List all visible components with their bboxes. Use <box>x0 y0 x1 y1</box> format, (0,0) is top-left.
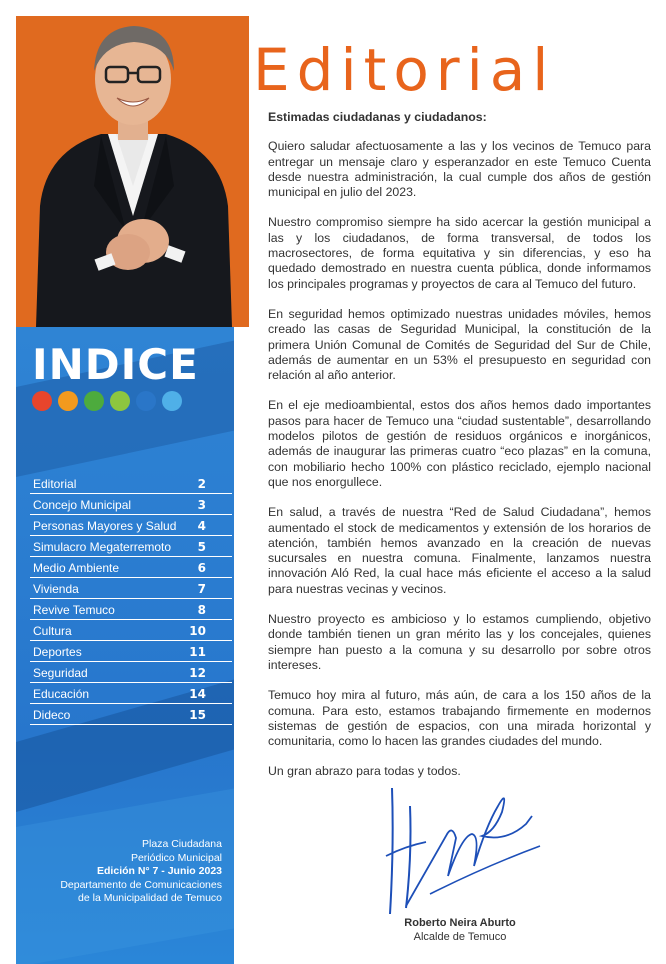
index-item-label: Vivienda <box>33 581 79 596</box>
mayor-portrait-photo <box>16 16 249 327</box>
index-item-medio-ambiente[interactable] <box>30 558 232 578</box>
index-item-page: 7 <box>197 581 206 596</box>
index-item-vivienda[interactable] <box>30 579 232 599</box>
index-item-page: 4 <box>197 518 206 533</box>
index-item-page: 8 <box>197 602 206 617</box>
imprint-line: de la Municipalidad de Temuco <box>78 892 222 904</box>
index-item-label: Personas Mayores y Salud <box>33 518 177 533</box>
index-item-page: 6 <box>197 560 206 575</box>
index-item-revive-temuco[interactable] <box>30 600 232 620</box>
color-dot <box>84 391 104 411</box>
page-title: Editorial <box>253 36 556 104</box>
index-item-label: Simulacro Megaterremoto <box>33 539 172 554</box>
index-item-label: Medio Ambiente <box>33 560 120 575</box>
color-dot <box>58 391 78 411</box>
index-item-page: 5 <box>197 539 206 554</box>
index-item-label: Concejo Municipal <box>33 497 132 512</box>
article-paragraph: Nuestro proyecto es ambicioso y lo estamos cumpliendo, objetivo donde también tienen un gran mérito las y los concejales, quienes siempre han puesto a la comuna y su desarrollo por sobre otros intereses. <box>268 612 651 672</box>
index-item-page: 14 <box>189 686 206 701</box>
editorial-article <box>268 110 651 795</box>
index-item-label: Revive Temuco <box>33 602 115 617</box>
index-item-label: Educación <box>33 686 90 701</box>
index-item-label: Dideco <box>33 707 71 722</box>
index-item-simulacro[interactable] <box>30 537 232 557</box>
article-paragraph: En salud, a través de nuestra “Red de Salud Ciudadana”, hemos aumentado el stock de medicamentos y extensión de los horarios de atención, también hemos avanzado en la creación de nuevas sucursales en nuestra comuna. Finalmente, lanzamos nuestra innovación Aló Red, la cual hace más eficiente el acceso a la salud para nuestras vecinas y vecinos. <box>268 505 651 596</box>
index-item-page: 2 <box>197 476 206 491</box>
article-paragraph: Temuco hoy mira al futuro, más aún, de cara a los 150 años de la comuna. Para esto, estamos trabajando firmemente en modernos sistemas de gestión de espacios, con una mirada horizontal y comunitaria, como lo hacen las grandes ciudades del mundo. <box>268 688 651 749</box>
signer-role: Alcalde de Temuco <box>413 931 507 943</box>
index-item-editorial[interactable] <box>30 474 232 494</box>
article-paragraph: En seguridad hemos optimizado nuestras unidades móviles, hemos creado las casas de Seguridad Municipal, la constitución de la primera Unión Comunal de Comités de Seguridad del Sur de Chile, además de aumentar en un 53% el presupuesto en seguridad con relación al año anterior. <box>268 306 651 383</box>
handwritten-signature <box>376 776 546 926</box>
color-dot <box>162 391 182 411</box>
index-item-label: Editorial <box>33 476 77 491</box>
imprint-line: Periódico Municipal <box>130 851 222 864</box>
index-item-seguridad[interactable] <box>30 663 232 683</box>
imprint-edition: Edición N° 7 - Junio 2023 <box>97 865 222 877</box>
color-dot <box>32 391 52 411</box>
article-greeting: Estimadas ciudadanas y ciudadanos: <box>268 110 487 124</box>
index-item-concejo-municipal[interactable] <box>30 495 232 515</box>
article-paragraph: En el eje medioambiental, estos dos años hemos dado importantes pasos para hacer de Temuco una “ciudad sustentable”, desarrollando modelos pilotos de gestión de residuos orgánicos e inorgánicos, además de inaugurar las primeras cuatro “eco plazas” en la comuna, con mobiliario hecho 100% con plástico reciclado, ejemplo nacional que nos enorgullece. <box>268 398 651 489</box>
index-item-page: 10 <box>189 623 206 638</box>
index-item-page: 15 <box>189 707 206 722</box>
index-item-label: Deportes <box>33 644 82 659</box>
color-dot <box>136 391 156 411</box>
signer-name: Roberto Neira Aburto <box>404 917 516 929</box>
index-item-page: 11 <box>189 644 206 659</box>
index-item-cultura[interactable] <box>30 621 232 641</box>
index-item-label: Seguridad <box>33 665 88 680</box>
index-item-page: 12 <box>189 665 206 680</box>
article-paragraph: Nuestro compromiso siempre ha sido acercar la gestión municipal a las y los ciudadanos, de forma transversal, de todos los macrosectores, de forma equitativa y sin diferencias, y eso ha quedado demostrado en nuestra cuenta pública, donde informamos los principales programas y proyectos de cara al Temuco del futuro. <box>268 215 651 291</box>
index-item-label: Cultura <box>33 623 72 638</box>
color-dots <box>32 391 182 411</box>
index-item-page: 3 <box>197 497 206 512</box>
imprint-line: Departamento de Comunicaciones <box>60 878 222 891</box>
index-item-deportes[interactable] <box>30 642 232 662</box>
article-paragraph: Quiero saludar afectuosamente a las y los vecinos de Temuco para entregar un mensaje claro y esperanzador en este Temuco Cuenta desde nuestra administración, la cual cumple dos años de gestión municipal en julio del 2023. <box>268 139 651 200</box>
index-item-dideco[interactable] <box>30 705 232 725</box>
article-closing: Un gran abrazo para todas y todos. <box>268 764 461 779</box>
index-item-educacion[interactable] <box>30 684 232 704</box>
index-list <box>30 474 232 726</box>
imprint-line: Plaza Ciudadana <box>142 838 222 850</box>
color-dot <box>110 391 130 411</box>
index-title: INDICE <box>32 340 199 389</box>
index-item-personas-mayores[interactable] <box>30 516 232 536</box>
publication-imprint <box>40 838 222 906</box>
